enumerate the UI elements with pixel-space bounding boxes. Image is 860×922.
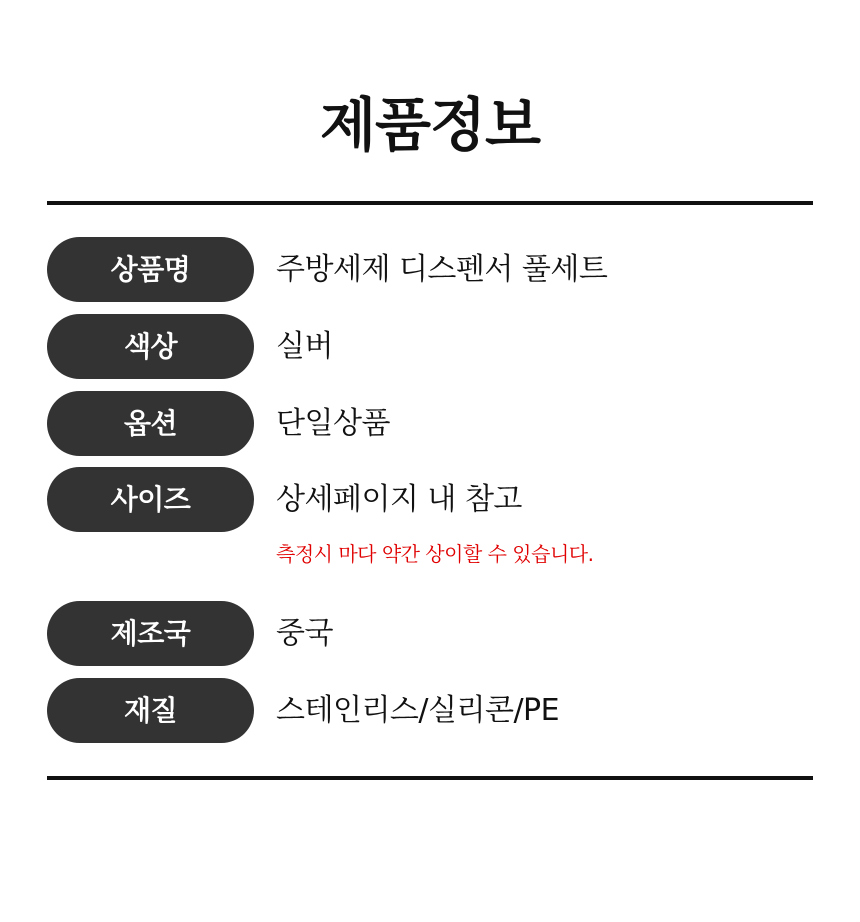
size-note: 측정시 마다 약간 상이할 수 있습니다. [276,542,594,566]
bottom-divider [47,776,813,780]
info-value: 실버 [276,329,333,364]
info-row-country [47,601,813,666]
info-value: 상세페이지 내 참고 [276,482,522,517]
label-pill: 상품명 [47,237,254,302]
info-row-product-name [47,237,813,302]
label-pill: 재질 [47,678,254,743]
info-value: 단일상품 [276,406,390,441]
info-row-option [47,391,813,456]
info-row-size [47,467,813,532]
label-pill: 색상 [47,314,254,379]
info-row-color [47,314,813,379]
info-value: 중국 [276,616,333,651]
info-value: 주방세제 디스펜서 풀세트 [276,252,608,287]
label-pill: 사이즈 [47,467,254,532]
top-divider [47,201,813,205]
label-pill: 제조국 [47,601,254,666]
info-value: 스테인리스/실리콘/PE [276,693,560,728]
label-pill: 옵션 [47,391,254,456]
page-title: 제품정보 [319,91,541,159]
info-row-material [47,678,813,743]
